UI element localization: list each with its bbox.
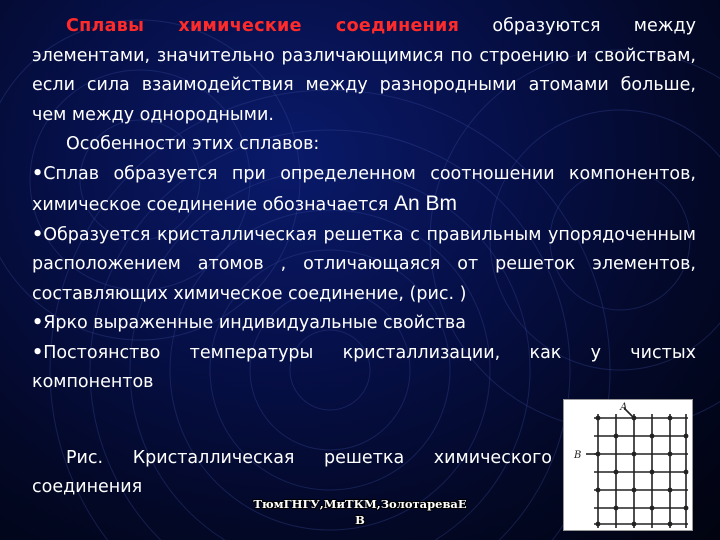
footer-credit xyxy=(240,496,480,528)
bullet-item xyxy=(32,221,696,310)
slide-body xyxy=(32,12,696,398)
bullet-text: Ярко выраженные индивидуальные свойства xyxy=(43,313,466,333)
lattice-label-a: А xyxy=(620,402,628,413)
footer-line-1: ТюмГНГУ,МиТКМ,ЗолотареваЕ xyxy=(253,497,467,511)
features-heading: Особенности этих сплавов: xyxy=(66,134,320,154)
bullet-item xyxy=(32,339,696,398)
crystal-lattice-figure xyxy=(563,399,693,531)
bullet-marker: • xyxy=(32,313,44,333)
bullet-text: Сплав образуется при определенном соотношении компонентов, химическое соединение обозначается xyxy=(32,163,696,215)
lattice-diagram xyxy=(564,400,692,530)
bullet-item xyxy=(32,309,696,339)
intro-text: образуются между элементами, значительно различающимися по строению и свойствам, если сила взаимодействия между разнородными атомами больше, чем между однородными. xyxy=(32,16,696,125)
bullet-item xyxy=(32,160,696,221)
figure-caption: Рис. Кристаллическая решетка химического соединения xyxy=(32,447,552,497)
keyword-alloys-compounds: Сплавы химические соединения xyxy=(66,16,460,36)
formula-an-bm: An Bm xyxy=(393,192,458,215)
bullet-marker: • xyxy=(32,224,44,245)
lattice-label-b: В xyxy=(574,450,582,461)
bullet-text: Образуется кристаллическая решетка с правильным упорядоченным расположением атомов , отличающаяся от решеток элементов, составляющих химическое соединение, (рис. ) xyxy=(32,224,696,304)
bullet-text: Постоянство температуры кристаллизации, как у чистых компонентов xyxy=(32,342,696,392)
bullet-marker: • xyxy=(32,163,44,184)
footer-line-2: В xyxy=(355,513,365,527)
bullet-marker: • xyxy=(32,342,44,363)
intro-paragraph xyxy=(32,12,696,130)
